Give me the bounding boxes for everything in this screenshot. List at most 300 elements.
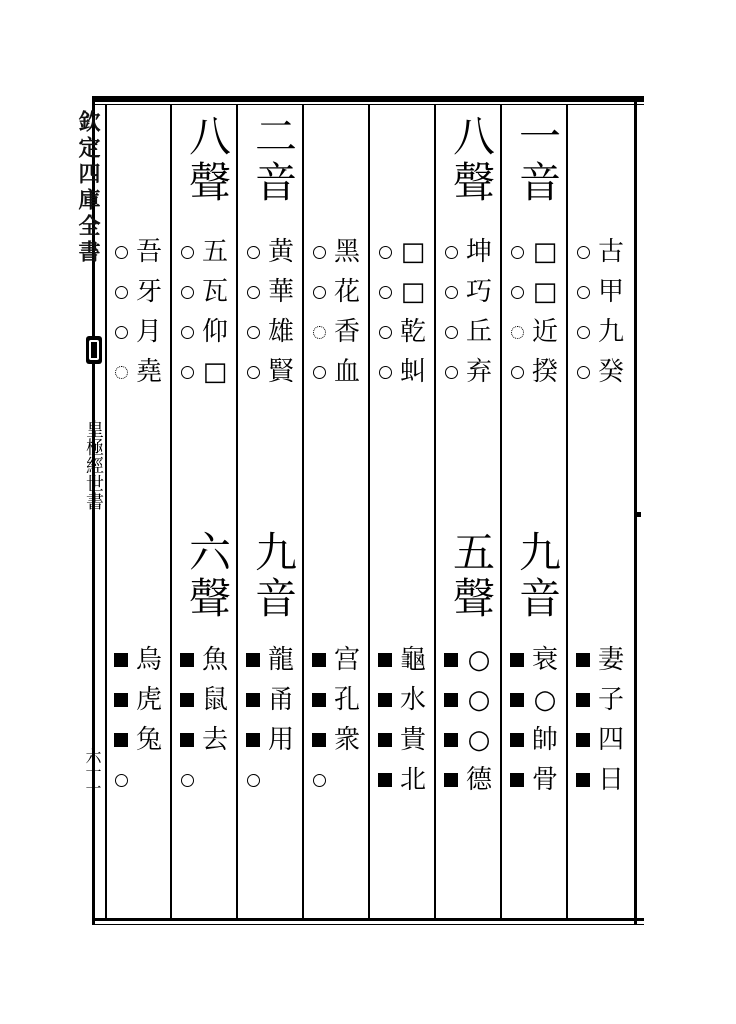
cell-character: 雄 (267, 317, 294, 347)
cell-symbol (374, 352, 396, 392)
cells-upper (440, 232, 500, 392)
cell-character: 古 (597, 237, 624, 267)
cells-lower (242, 640, 302, 800)
filled-square-icon (180, 653, 194, 667)
cell-symbol (374, 232, 396, 272)
cell-symbol (308, 720, 330, 760)
cells-upper (308, 232, 368, 392)
table-cell (506, 232, 566, 272)
cell-character: 吾 (135, 237, 162, 267)
heading-lower: 五聲 (447, 530, 496, 622)
cell-character: 坤 (465, 237, 492, 267)
cell-character: 宫 (333, 645, 360, 675)
filled-square-icon (378, 653, 392, 667)
cell-symbol (176, 760, 198, 800)
cell-symbol (308, 760, 330, 800)
cell-character: 堯 (135, 357, 162, 387)
circle-icon (247, 774, 260, 787)
ink-speck (636, 512, 641, 517)
table-cell (110, 352, 170, 392)
cell-character: 用 (267, 725, 294, 755)
cell-character: 賢 (267, 357, 294, 387)
cell-symbol (374, 312, 396, 352)
cell-symbol (440, 640, 462, 680)
column-8 (110, 108, 170, 914)
cells-lower (374, 640, 434, 800)
filled-square-icon (576, 653, 590, 667)
circle-icon (511, 366, 524, 379)
table-cell (110, 312, 170, 352)
heading-lower: 九音 (513, 530, 562, 622)
cell-symbol (440, 272, 462, 312)
heading-upper: 八聲 (183, 114, 232, 206)
cells-lower (308, 640, 368, 800)
cells-lower (506, 640, 566, 800)
dotted-circle-icon (511, 326, 524, 339)
cell-symbol (308, 640, 330, 680)
cell-character: 華 (267, 277, 294, 307)
cell-character: 虎 (135, 685, 162, 715)
table-cell (110, 232, 170, 272)
cell-symbol (440, 680, 462, 720)
cell-character: ○ (467, 725, 491, 755)
table-cell (176, 640, 236, 680)
circle-icon (181, 774, 194, 787)
bottom-border (92, 918, 644, 921)
cell-symbol (242, 232, 264, 272)
margin-title: 欽定四庫全書 (75, 110, 101, 266)
cell-symbol (506, 232, 528, 272)
cell-character: 甲 (597, 277, 624, 307)
circle-icon (247, 326, 260, 339)
table-cell (308, 272, 368, 312)
cell-character: 弃 (465, 357, 492, 387)
column-rule (236, 104, 238, 918)
cell-character: 骨 (531, 765, 558, 795)
cells-lower (176, 640, 236, 800)
circle-icon (577, 366, 590, 379)
column-4 (374, 108, 434, 914)
cell-character: 龜 (399, 645, 426, 675)
cell-character: 衰 (531, 645, 558, 675)
table-cell (176, 312, 236, 352)
table-cell (110, 680, 170, 720)
circle-icon (511, 246, 524, 259)
circle-icon (445, 326, 458, 339)
cell-character: □ (532, 277, 558, 307)
heading-upper: 一音 (513, 114, 562, 206)
table-cell (308, 720, 368, 760)
filled-square-icon (510, 733, 524, 747)
heading-lower (374, 530, 434, 630)
table-cell (506, 352, 566, 392)
cells-lower (110, 640, 170, 800)
dotted-circle-icon (115, 366, 128, 379)
table-cell (374, 720, 434, 760)
bottom-border-inner (92, 924, 644, 925)
table-cell (572, 312, 632, 352)
filled-square-icon (510, 693, 524, 707)
filled-square-icon (510, 773, 524, 787)
cell-symbol (308, 272, 330, 312)
cell-symbol (440, 720, 462, 760)
table-cell (506, 680, 566, 720)
cell-symbol (572, 312, 594, 352)
cell-symbol (506, 640, 528, 680)
cell-symbol (242, 352, 264, 392)
circle-icon (379, 246, 392, 259)
cell-symbol (308, 352, 330, 392)
heading-upper: 八聲 (447, 114, 496, 206)
circle-icon (577, 246, 590, 259)
cell-symbol (572, 720, 594, 760)
heading-upper (572, 114, 632, 214)
table-cell (242, 232, 302, 272)
cell-symbol (572, 272, 594, 312)
table-cell (176, 680, 236, 720)
cell-character: 九 (597, 317, 624, 347)
filled-square-icon (180, 693, 194, 707)
cells-upper (242, 232, 302, 392)
column-3 (440, 108, 500, 914)
circle-icon (115, 286, 128, 299)
heading-upper (374, 114, 434, 214)
cell-symbol (572, 640, 594, 680)
table-cell (176, 232, 236, 272)
circle-icon (379, 286, 392, 299)
cell-symbol (110, 680, 132, 720)
table-cell (374, 760, 434, 800)
table-cell (440, 352, 500, 392)
cell-character: 癸 (597, 357, 624, 387)
filled-square-icon (378, 693, 392, 707)
table-cell (110, 640, 170, 680)
top-border (92, 96, 644, 102)
cell-character: 虯 (399, 357, 426, 387)
table-cell (572, 232, 632, 272)
cell-symbol (110, 352, 132, 392)
table-cell (308, 352, 368, 392)
table-cell (374, 232, 434, 272)
cell-symbol (110, 640, 132, 680)
cell-symbol (440, 312, 462, 352)
cell-character: 巧 (465, 277, 492, 307)
table-cell (176, 352, 236, 392)
column-rule (368, 104, 370, 918)
table-cell (308, 760, 368, 800)
table-cell (572, 352, 632, 392)
cell-symbol (176, 312, 198, 352)
table-cell (308, 680, 368, 720)
column-2 (506, 108, 566, 914)
heading-lower: 六聲 (183, 530, 232, 622)
table-cell (176, 272, 236, 312)
circle-icon (247, 366, 260, 379)
fish-tail-mark-icon (86, 336, 102, 364)
cell-symbol (374, 272, 396, 312)
cells-upper (506, 232, 566, 392)
circle-icon (181, 326, 194, 339)
column-rule (566, 104, 568, 918)
table-cell (440, 680, 500, 720)
filled-square-icon (246, 653, 260, 667)
circle-icon (115, 774, 128, 787)
cell-symbol (110, 312, 132, 352)
table-cell (110, 760, 170, 800)
cell-character: 黄 (267, 237, 294, 267)
cell-character: 水 (399, 685, 426, 715)
cell-symbol (506, 312, 528, 352)
right-border (634, 96, 637, 924)
cell-character: 魚 (201, 645, 228, 675)
filled-square-icon (246, 693, 260, 707)
cells-lower (572, 640, 632, 800)
cell-character: 血 (333, 357, 360, 387)
circle-icon (247, 286, 260, 299)
cell-character: 甬 (267, 685, 294, 715)
circle-icon (115, 246, 128, 259)
cell-symbol (110, 272, 132, 312)
circle-icon (181, 246, 194, 259)
column-rule (170, 104, 172, 918)
cell-symbol (242, 680, 264, 720)
filled-square-icon (576, 693, 590, 707)
filled-square-icon (312, 693, 326, 707)
cell-character: 貴 (399, 725, 426, 755)
cells-upper (110, 232, 170, 392)
cells-lower (440, 640, 500, 800)
cells-upper (572, 232, 632, 392)
circle-icon (313, 246, 326, 259)
cell-character: 四 (597, 725, 624, 755)
cell-symbol (572, 232, 594, 272)
cell-symbol (374, 720, 396, 760)
cell-symbol (506, 720, 528, 760)
column-rule (434, 104, 436, 918)
table-cell (440, 720, 500, 760)
table-cell (440, 640, 500, 680)
column-6 (242, 108, 302, 914)
cell-symbol (176, 680, 198, 720)
cell-character: 丘 (465, 317, 492, 347)
cells-upper (176, 232, 236, 392)
cell-character: ○ (467, 645, 491, 675)
cell-symbol (374, 640, 396, 680)
filled-square-icon (114, 693, 128, 707)
cell-symbol (572, 352, 594, 392)
cells-upper (374, 232, 434, 392)
filled-square-icon (312, 733, 326, 747)
filled-square-icon (444, 653, 458, 667)
cell-symbol (176, 720, 198, 760)
table-cell (572, 680, 632, 720)
cell-symbol (440, 352, 462, 392)
filled-square-icon (378, 773, 392, 787)
heading-upper: 二音 (249, 114, 298, 206)
table-cell (242, 312, 302, 352)
column-rule (105, 104, 107, 918)
cell-character: 鼠 (201, 685, 228, 715)
cell-character: 德 (465, 765, 492, 795)
circle-icon (115, 326, 128, 339)
table-cell (440, 272, 500, 312)
circle-icon (379, 366, 392, 379)
filled-square-icon (444, 733, 458, 747)
table-cell (440, 232, 500, 272)
cell-symbol (176, 272, 198, 312)
table-cell (242, 640, 302, 680)
heading-lower (572, 530, 632, 630)
column-rule (302, 104, 304, 918)
cell-character: □ (532, 237, 558, 267)
cell-character: 五 (201, 237, 228, 267)
table-cell (308, 640, 368, 680)
filled-square-icon (114, 653, 128, 667)
circle-icon (511, 286, 524, 299)
cell-character: 妻 (597, 645, 624, 675)
table-cell (374, 680, 434, 720)
table-cell (374, 272, 434, 312)
table-cell (440, 312, 500, 352)
cell-character: 黑 (333, 237, 360, 267)
cell-symbol (176, 352, 198, 392)
cell-symbol (308, 232, 330, 272)
cell-symbol (506, 352, 528, 392)
cell-character: 近 (531, 317, 558, 347)
cell-symbol (440, 760, 462, 800)
filled-square-icon (510, 653, 524, 667)
cell-character: 子 (597, 685, 624, 715)
filled-square-icon (312, 653, 326, 667)
cell-symbol (242, 720, 264, 760)
table-cell (176, 720, 236, 760)
table-cell (374, 352, 434, 392)
heading-lower (110, 530, 170, 630)
column-rule (500, 104, 502, 918)
cell-symbol (242, 272, 264, 312)
column-7 (176, 108, 236, 914)
cell-symbol (176, 640, 198, 680)
cell-symbol (572, 680, 594, 720)
cell-symbol (308, 680, 330, 720)
circle-icon (445, 286, 458, 299)
cell-character: □ (400, 237, 426, 267)
heading-upper (110, 114, 170, 214)
table-cell (242, 760, 302, 800)
margin-book-title: 皇極經世書 (83, 420, 104, 510)
cell-character: 龍 (267, 645, 294, 675)
circle-icon (445, 366, 458, 379)
cell-symbol (242, 312, 264, 352)
table-cell (242, 352, 302, 392)
filled-square-icon (444, 773, 458, 787)
cell-symbol (572, 760, 594, 800)
cell-symbol (110, 760, 132, 800)
table-cell (506, 720, 566, 760)
table-cell (440, 760, 500, 800)
margin-page-number: 六十一 (83, 748, 102, 796)
cell-character: □ (202, 357, 228, 387)
cell-character: □ (400, 277, 426, 307)
table-cell (110, 272, 170, 312)
circle-icon (445, 246, 458, 259)
heading-lower (308, 530, 368, 630)
cell-symbol (242, 760, 264, 800)
cell-symbol (506, 760, 528, 800)
cell-character: 乾 (399, 317, 426, 347)
cell-character: 帥 (531, 725, 558, 755)
filled-square-icon (180, 733, 194, 747)
cell-symbol (308, 312, 330, 352)
table-cell (176, 760, 236, 800)
filled-square-icon (114, 733, 128, 747)
table-cell (242, 272, 302, 312)
column-5 (308, 108, 368, 914)
cell-character: 瓦 (201, 277, 228, 307)
table-cell (572, 760, 632, 800)
cell-symbol (374, 760, 396, 800)
table-cell (308, 232, 368, 272)
cell-character: ○ (467, 685, 491, 715)
circle-icon (577, 326, 590, 339)
cell-character: 仰 (201, 317, 228, 347)
cell-character: 日 (597, 765, 624, 795)
table-cell (506, 760, 566, 800)
filled-square-icon (576, 733, 590, 747)
cell-character: ○ (533, 685, 557, 715)
filled-square-icon (378, 733, 392, 747)
cell-character: 北 (399, 765, 426, 795)
cell-character: 孔 (333, 685, 360, 715)
cell-symbol (176, 232, 198, 272)
cell-symbol (110, 720, 132, 760)
table-cell (308, 312, 368, 352)
table-cell (374, 640, 434, 680)
cell-character: 牙 (135, 277, 162, 307)
circle-icon (181, 366, 194, 379)
table-cell (572, 640, 632, 680)
circle-icon (313, 366, 326, 379)
cell-character: 香 (333, 317, 360, 347)
table-cell (506, 272, 566, 312)
cell-symbol (110, 232, 132, 272)
table-cell (374, 312, 434, 352)
circle-icon (577, 286, 590, 299)
table-cell (572, 720, 632, 760)
cell-character: 花 (333, 277, 360, 307)
filled-square-icon (246, 733, 260, 747)
circle-icon (313, 286, 326, 299)
circle-icon (247, 246, 260, 259)
table-cell (242, 720, 302, 760)
cell-symbol (506, 272, 528, 312)
cell-character: 去 (201, 725, 228, 755)
table-cell (110, 720, 170, 760)
table-cell (242, 680, 302, 720)
circle-icon (379, 326, 392, 339)
cell-symbol (242, 640, 264, 680)
cell-character: 兔 (135, 725, 162, 755)
table-cell (572, 272, 632, 312)
cell-symbol (374, 680, 396, 720)
table-cell (506, 640, 566, 680)
filled-square-icon (576, 773, 590, 787)
cell-symbol (506, 680, 528, 720)
cell-character: 烏 (135, 645, 162, 675)
cell-character: 衆 (333, 725, 360, 755)
cell-character: 月 (135, 317, 162, 347)
table-cell (506, 312, 566, 352)
